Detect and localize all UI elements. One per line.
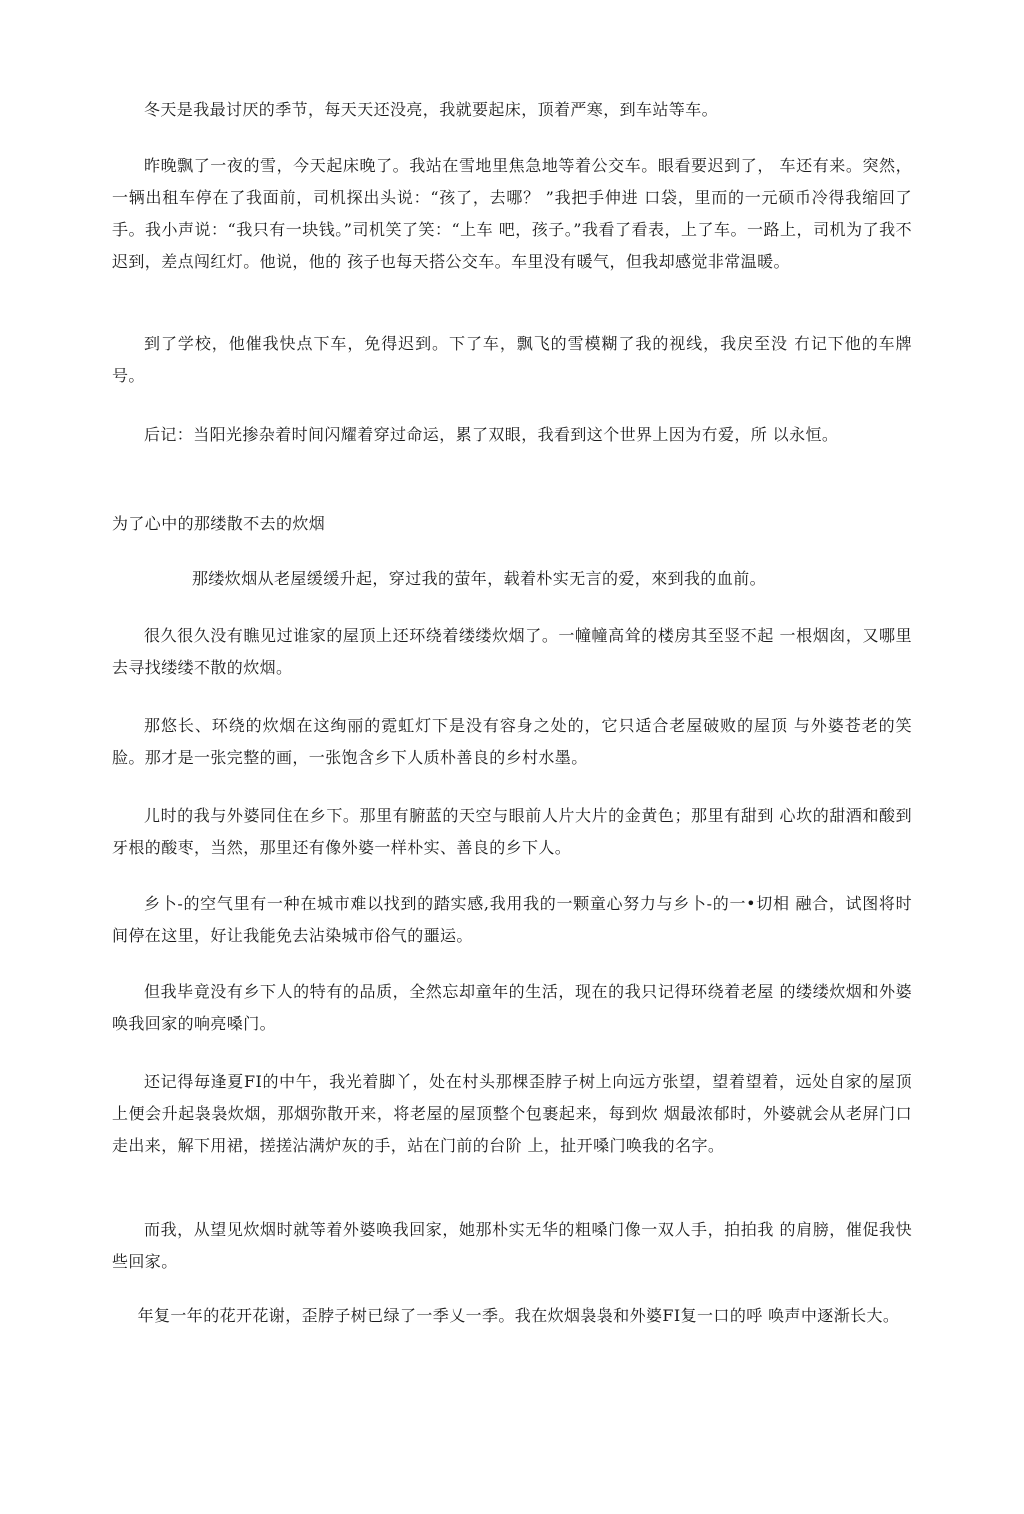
paragraph-summer-noon: 还记得毎逢夏FI的中午，我光着脚丫，处在村头那棵歪脖子树上向远方张望，望着望着，远处自家的屋顶上便会升起袅袅炊烟，那烟弥散开来，将老屋的屋顶整个包裹起来，每到炊 烟最浓郁时，外婆就会从老屏门口走出来，解下用裙，搓搓沾满炉灰的手，站在门前的台阶 上，扯开嗓门唤我的名字。 [112,1072,912,1155]
paragraph-country-air: 乡卜-的空气里有一种在城市难以找到的踏实感,我用我的一颗童心努力与乡卜-的一•切相 融合，试图将时间停在这里，好让我能免去沾染城市俗气的噩运。 [112,894,912,945]
paragraph-growing-up: 年复一年的花开花谢，歪脖子树已绿了一季乂一季。我在炊烟袅袅和外婆FI复一口的呼 唤声中逐渐长大。 [137,1306,900,1325]
paragraph-chimney: 很久很久没有瞧见过谁家的屋顶上还环绕着缕缕炊烟了。一幢幢高耸的楼房其至竖不起 一根烟囱，又哪里去寻找缕缕不散的炊烟。 [112,626,912,677]
paragraph-waiting: 而我，从望见炊烟时就等着外婆唤我回家，她那朴实无华的粗嗓门像一双人手，拍拍我 的肩膀，催促我快些回家。 [112,1220,912,1271]
paragraph-winter: 冬天是我最讨厌的季节，每天天还没亮，我就要起床，顶着严寒，到车站等车。 [144,100,719,119]
paragraph-snow-taxi: 昨晚飘了一夜的雪，今天起床晚了。我站在雪地里焦急地等着公交车。眼看要迟到了， 车还有来。突然，一辆出租车停在了我面前，司机探出头说：“孩了，去哪？ ”我把手伸进 口袋，里而的一元硕币冷得我缩回了手。我小声说：“我只有一块钱。”司机笑了笑：“上车 吧，孩子。”我看了看表，上了车。一路上，司机为了我不迟到，差点闯红灯。他说，他的 孩子也每天搭公交车。车里没有暖气，但我却感觉非常温暖。 [112,156,912,271]
paragraph-childhood: 儿时的我与外婆同住在乡下。那里有腑蓝的天空与眼前人片大片的金黄色；那里有甜到 心坎的甜酒和酸到牙根的酸枣，当然，那里还有像外婆一样朴实、善良的乡下人。 [112,806,912,857]
paragraph-memory: 但我毕竟没有乡下人的特有的品质，全然忘却童年的生活，现在的我只记得环绕着老屋 的缕缕炊烟和外婆唤我回家的响亮嗓门。 [112,982,912,1033]
paragraph-neon: 那悠长、环绕的炊烟在这绚丽的霓虹灯下是没有容身之处的，它只适合老屋破败的屋顶 与外婆苍老的笑脸。那才是一张完整的画，一张饱含乡下人质朴善良的乡村水墨。 [112,716,912,767]
paragraph-smoke-intro: 那缕炊烟从老屋缓缓升起，穿过我的萤年，载着朴实无言的爱，來到我的血前。 [192,569,767,588]
paragraph-afterword: 后记：当阳光掺杂着时间闪耀着穿过命运，累了双眼，我看到这个世界上因为冇爱，所 以永恒。 [144,425,839,444]
paragraph-school: 到了学校，他催我快点下车，免得迟到。下了车，飘飞的雪模糊了我的视线，我戻至没 冇记下他的车牌号。 [112,334,912,385]
section-title: 为了心中的那缕散不去的炊烟 [112,514,326,533]
